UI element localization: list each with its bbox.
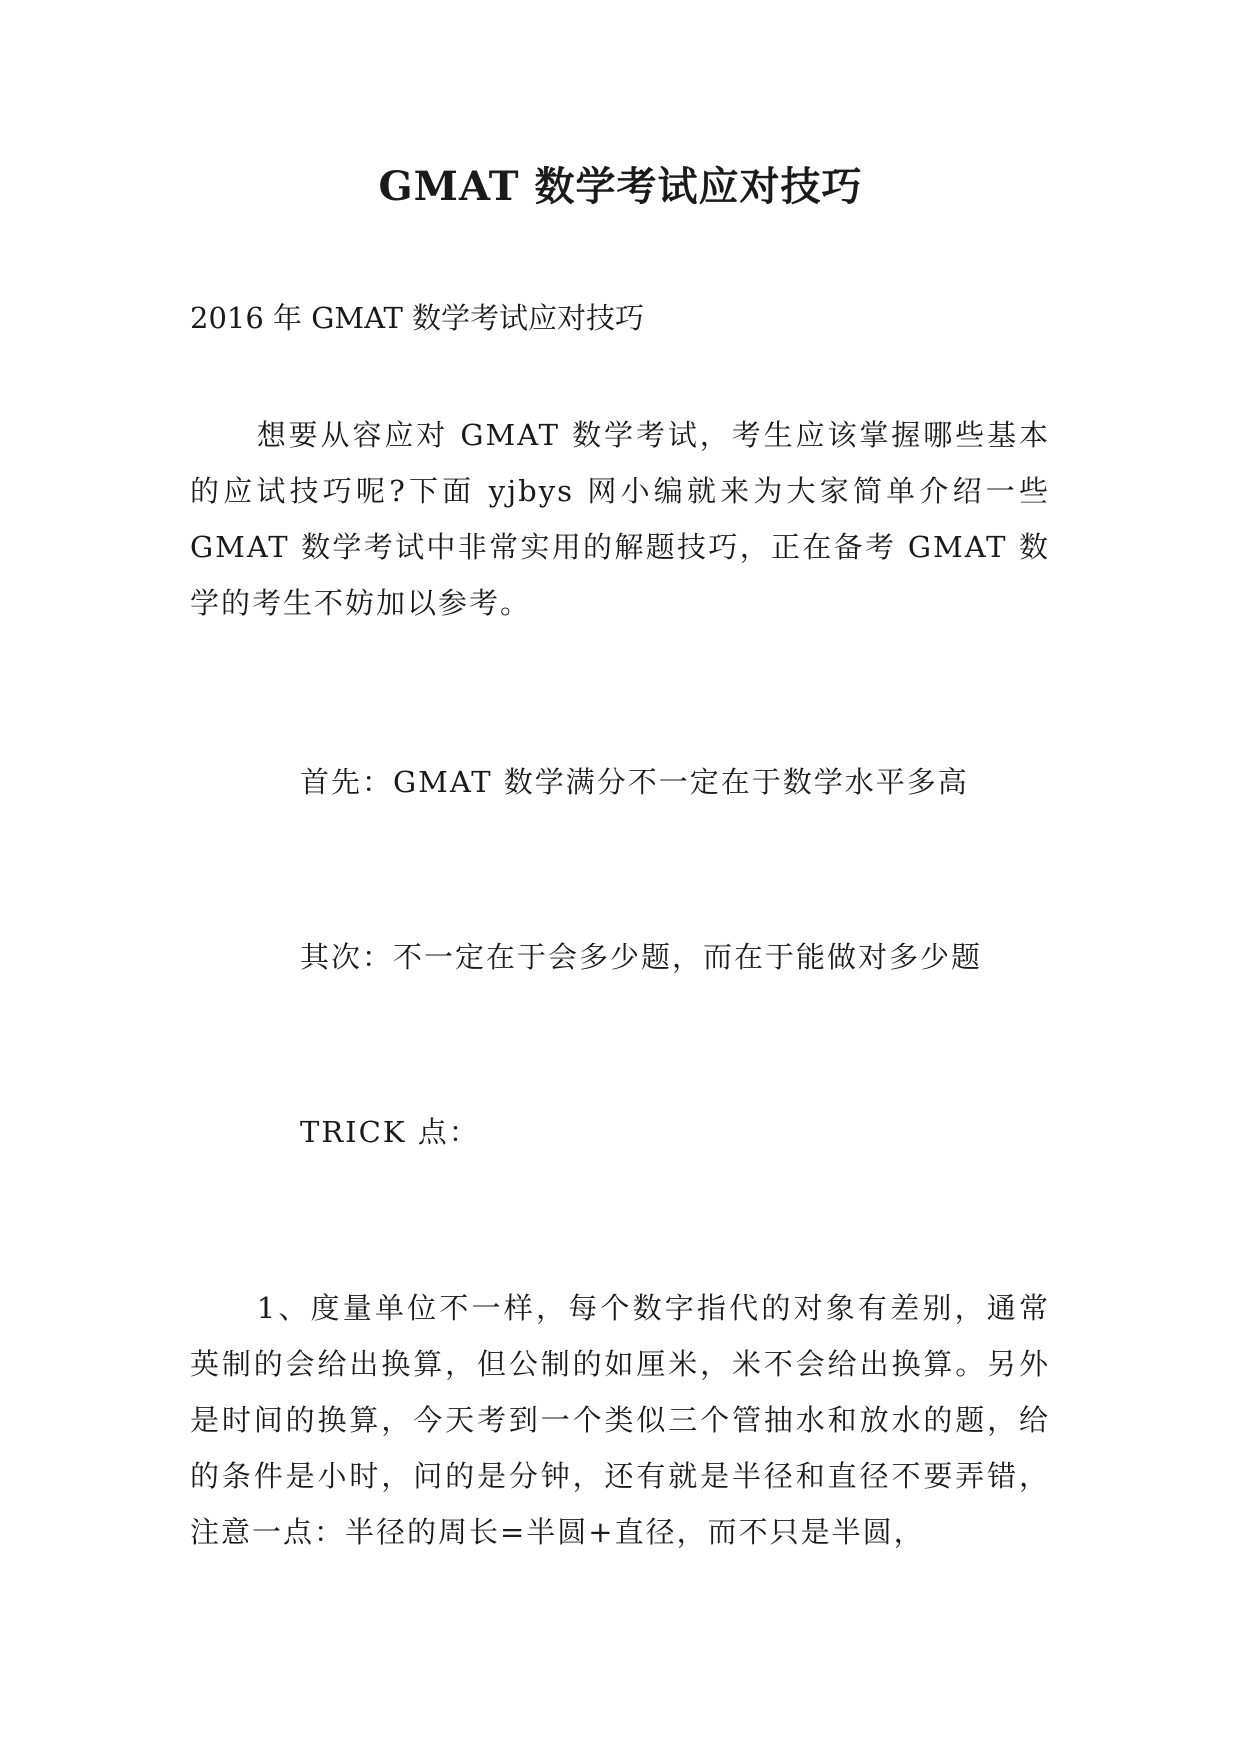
- page-title: GMAT 数学考试应对技巧: [378, 163, 863, 210]
- trick-item-1: 1、度量单位不一样，每个数字指代的对象有差别，通常英制的会给出换算，但公制的如厘米，米不会给出换算。另外是时间的换算，今天考到一个类似三个管抽水和放水的题，给的条件是小时，问的是分钟，还有就是半径和直径不要弄错，注意一点：半径的周长=半圆+直径，而不只是半圆，: [190, 1291, 1050, 1549]
- intro-paragraph: 想要从容应对 GMAT 数学考试，考生应该掌握哪些基本的应试技巧呢?下面 yjbys 网小编就来为大家简单介绍一些 GMAT 数学考试中非常实用的解题技巧，正在备考 GMAT 数学的考生不妨加以参考。: [190, 418, 1050, 620]
- document-subtitle: 2016 年 GMAT 数学考试应对技巧: [190, 301, 645, 335]
- point-second: 其次：不一定在于会多少题，而在于能做对多少题: [300, 940, 983, 974]
- trick-heading: TRICK 点：: [300, 1115, 480, 1149]
- point-first: 首先：GMAT 数学满分不一定在于数学水平多高: [300, 765, 969, 799]
